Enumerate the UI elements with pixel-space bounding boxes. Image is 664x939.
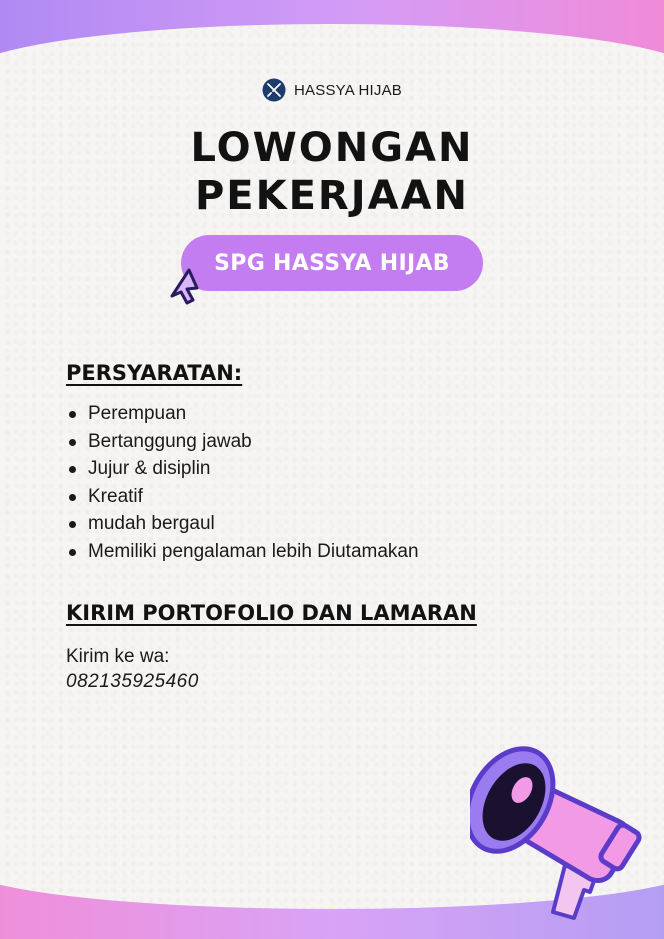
page-title xyxy=(0,124,664,220)
requirements-list xyxy=(66,400,419,566)
brand-name: HASSYA HIJAB xyxy=(294,81,402,99)
requirements-heading: PERSYARATAN: xyxy=(66,361,243,385)
megaphone-icon xyxy=(470,730,645,925)
circle-x-logo-icon xyxy=(262,78,286,102)
phone-number[interactable]: 082135925460 xyxy=(66,671,199,692)
list-item: Memiliki pengalaman lebih Diutamakan xyxy=(66,538,419,566)
list-item: Perempuan xyxy=(66,400,419,428)
position-pill[interactable] xyxy=(181,235,483,291)
list-item: Jujur & disiplin xyxy=(66,455,419,483)
list-item: Bertanggung jawab xyxy=(66,428,419,456)
send-label: Kirim ke wa: xyxy=(66,646,170,667)
title-line-2: PEKERJAAN xyxy=(194,173,470,219)
list-item: Kreatif xyxy=(66,483,419,511)
position-pill-label: SPG HASSYA HIJAB xyxy=(214,250,450,276)
cursor-arrow-icon xyxy=(167,266,203,306)
title-line-1: LOWONGAN xyxy=(190,125,474,171)
application-heading: KIRIM PORTOFOLIO DAN LAMARAN xyxy=(66,601,477,625)
list-item: mudah bergaul xyxy=(66,510,419,538)
brand-header xyxy=(0,78,664,106)
